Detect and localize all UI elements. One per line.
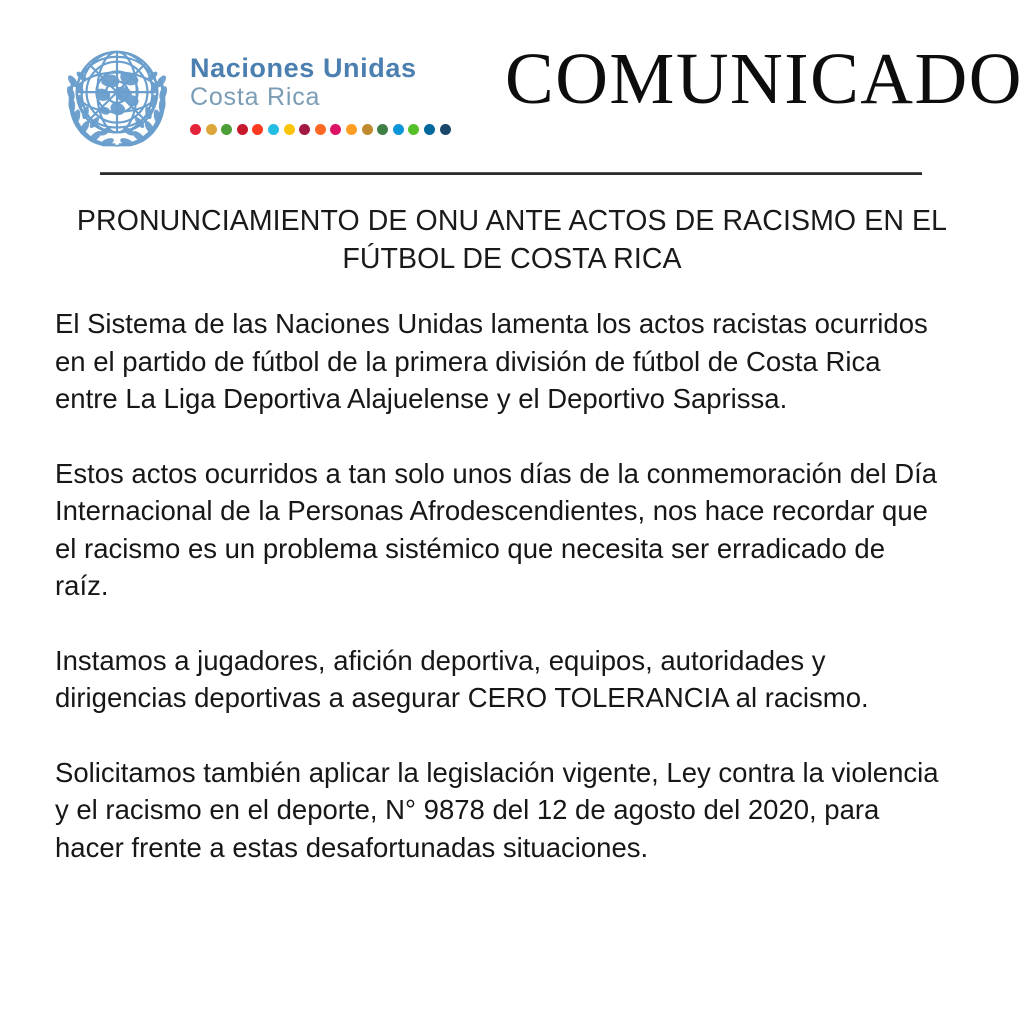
- page-title: COMUNICADO: [505, 38, 1023, 119]
- sdg-dot-reduced-inequalities: [330, 124, 341, 135]
- sdg-dot-affordable-energy: [284, 124, 295, 135]
- sdg-dot-partnerships: [440, 124, 451, 135]
- statement-paragraph: Estos actos ocurridos a tan solo unos días de la conmemoración del Día Internacional de la Personas Afrodescendientes, nos hace recordar que el racismo es un problema sistémico que necesita ser erradicado de raíz.: [55, 457, 938, 601]
- sdg-dot-life-below-water: [393, 124, 404, 135]
- sdg-dot-zero-hunger: [206, 124, 217, 135]
- sdg-color-dots: [190, 124, 451, 135]
- statement-paragraph: Solicitamos también aplicar la legislación vigente, Ley contra la violencia y el racismo en el deporte, N° 9878 del 12 de agosto del 2020, para hacer frente a estas desafortunadas situaciones.: [55, 756, 939, 863]
- document-header: [0, 0, 1024, 168]
- statement-paragraph: Instamos a jugadores, afición deportiva, equipos, autoridades y dirigencias deportivas a asegurar CERO TOLERANCIA al racismo.: [55, 644, 869, 713]
- statement-paragraph: El Sistema de las Naciones Unidas lamenta los actos racistas ocurridos en el partido de fútbol de la primera división de fútbol de Costa Rica entre La Liga Deportiva Alajuelense y el Deportivo Saprissa.: [55, 308, 928, 414]
- sdg-dot-decent-work: [299, 124, 310, 135]
- sdg-dot-sustainable-cities: [346, 124, 357, 135]
- sdg-dot-climate-action: [377, 124, 388, 135]
- headline: PRONUNCIAMIENTO DE ONU ANTE ACTOS DE RACISMO EN EL FÚTBOL DE COSTA RICA: [76, 205, 948, 275]
- sdg-dot-industry-innovation: [315, 124, 326, 135]
- sdg-dot-good-health: [221, 124, 232, 135]
- sdg-dot-gender-equality: [252, 124, 263, 135]
- sdg-dot-peace-justice: [424, 124, 435, 135]
- sdg-dot-responsible-consumption: [362, 124, 373, 135]
- organization-name-country: Costa Rica: [190, 83, 321, 112]
- sdg-dot-no-poverty: [190, 124, 201, 135]
- statement-body: [55, 305, 940, 866]
- sdg-dot-life-on-land: [408, 124, 419, 135]
- sdg-dot-clean-water: [268, 124, 279, 135]
- header-divider: [100, 172, 922, 175]
- organization-name-block: [190, 44, 451, 135]
- organization-name-primary: Naciones Unidas: [190, 53, 417, 83]
- un-costa-rica-logo: [58, 44, 451, 156]
- un-emblem-icon: [58, 44, 176, 156]
- sdg-dot-quality-education: [237, 124, 248, 135]
